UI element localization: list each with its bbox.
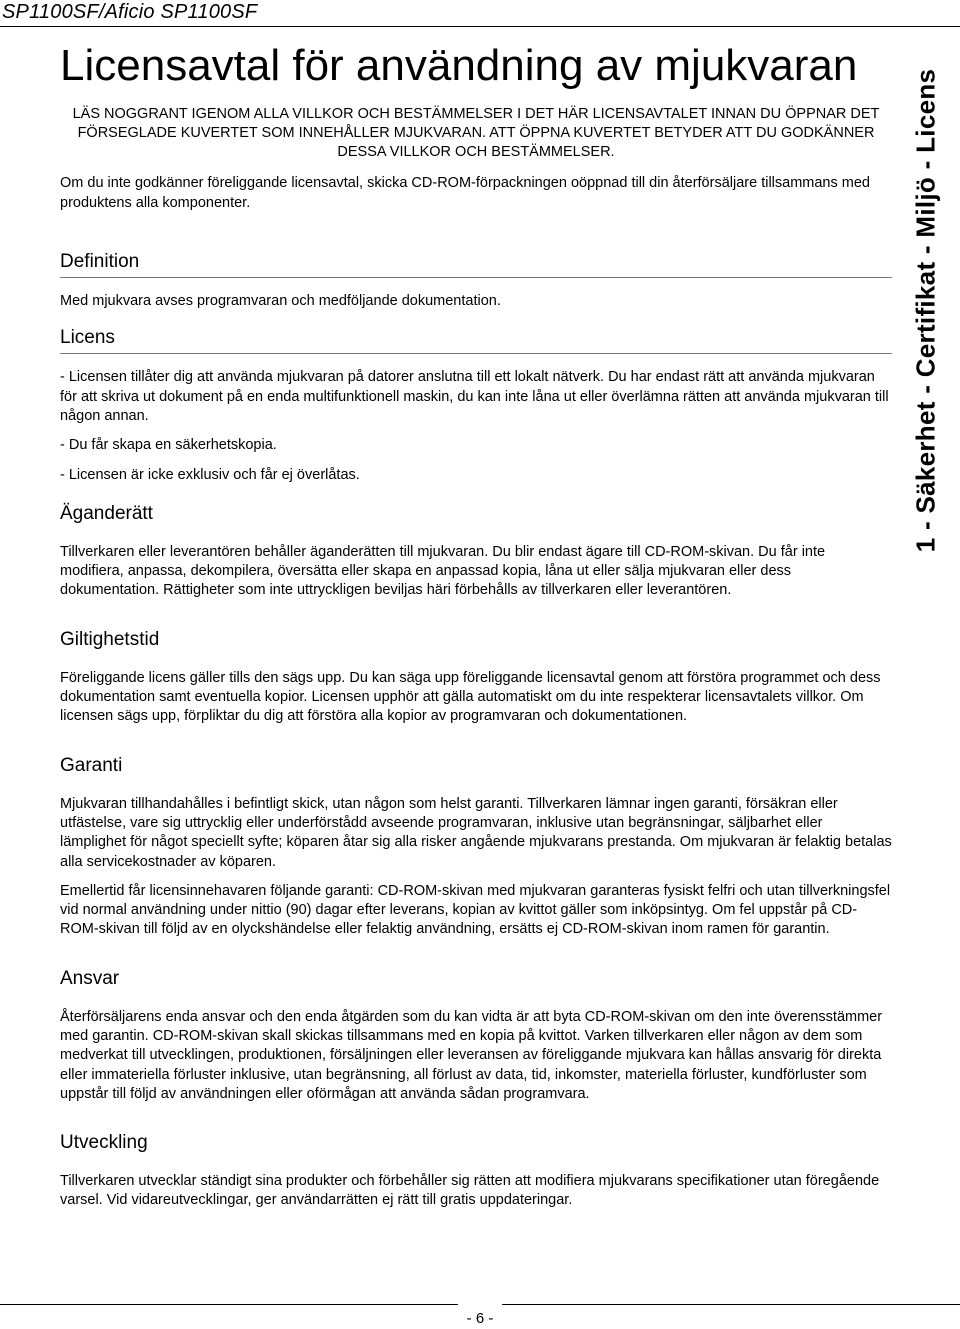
footer-rule-right (502, 1304, 960, 1305)
header-rule (0, 26, 960, 27)
garanti-text-1: Mjukvaran tillhandahålles i befintligt skick, utan någon som helst garanti. Tillverkaren lämnar ingen garanti, försäkran eller utfästelse, vare sig uttrycklig eller underförstådd avseende programvaran, inklusive utan begränsningar, säljbarhet eller lämplighet för något speciellt syfte; köparen åtar sig alla risker angående mjukvarans prestanda. Om mjukvaran är felaktig betalas alla servicekostnader av köparen. (60, 795, 892, 870)
intro-warning: LÄS NOGGRANT IGENOM ALLA VILLKOR OCH BESTÄMMELSER I DET HÄR LICENSAVTALET INNAN DU ÖPPNAR DET FÖRSEGLADE KUVERTET SOM INNEHÅLLER MJUKVARAN. ATT ÖPPNA KUVERTET BETYDER ATT DU GODKÄNNER DESSA VILLKOR OCH BESTÄMMELSER. (72, 106, 880, 161)
section-definition (60, 251, 892, 311)
garanti-text-2: Emellertid får licensinnehavaren följande garanti: CD-ROM-skivan med mjukvaran garanteras fysiskt felfri och utan tillverkningsfel vid normal användning under nittio (90) dagar efter leverans, kopian av kvittot gäller som inköpsintyg. Om fel uppstår på CD-ROM-skivan till följd av en olyckshändelse eller felaktig användning, ersätts ej CD-ROM-skivan inom ramen för garantin. (60, 882, 891, 938)
aganderatt-text: Tillverkaren eller leverantören behåller äganderätten till mjukvaran. Du blir endast ägare till CD-ROM-skivan. Du får inte modifiera, anpassa, dekompilera, översätta eller skapa en anpassad kopia, låna ut eller sälja mjukvaran eller dess dokumentation. Rättigheter som inte uttryckligen beviljas häri förbehålls av tillverkaren eller leverantören. (60, 543, 826, 599)
section-licens (60, 327, 892, 484)
page-number: - 6 - (466, 1310, 494, 1327)
section-garanti (60, 755, 892, 940)
section-utveckling (60, 1132, 892, 1211)
section-heading-garanti: Garanti (60, 754, 123, 776)
utveckling-text: Tillverkaren utvecklar ständigt sina produkter och förbehåller sig rätten att modifiera mjukvarans specifikationer utan föregående varsel. Vid vidareutvecklingar, ger användarrätten ej rätt till gratis uppdateringar. (60, 1173, 880, 1209)
section-heading-ansvar: Ansvar (60, 967, 120, 989)
section-heading-licens: Licens (60, 327, 892, 354)
section-heading-aganderatt: Äganderätt (60, 502, 153, 524)
side-chapter-label: 1 - Säkerhet - Certifikat - Miljö - Licens (910, 68, 941, 552)
giltighetstid-text: Föreliggande licens gäller tills den sägs upp. Du kan säga upp föreliggande licensavtal genom att förstöra programmet och dess dokumentation samt eventuella kopior. Licensen upphör att gälla automatiskt om du inte respekterar licensavtalets villkor. Om licensen sägs upp, förpliktar du dig att förstöra alla kopior av programvaran och dokumentationen. (60, 669, 881, 725)
page-content (60, 40, 892, 1221)
header-model-name: SP1100SF/Aficio SP1100SF (2, 1, 258, 23)
section-heading-definition: Definition (60, 251, 892, 278)
licens-text-2: - Du får skapa en säkerhetskopia. (60, 437, 277, 454)
section-aganderatt (60, 503, 892, 601)
section-giltighetstid (60, 629, 892, 727)
page-title: Licensavtal för användning av mjukvaran (60, 41, 858, 90)
intro-text: Om du inte godkänner föreliggande licensavtal, skicka CD-ROM-förpackningen oöppnad till din återförsäljare tillsammans med produktens alla komponenter. (60, 175, 870, 211)
licens-text-1: - Licensen tillåter dig att använda mjukvaran på datorer anslutna till ett lokalt nätverk. Du har endast rätt att använda mjukvaran för att skriva ut dokument på en enda multifunktionell maskin, du kan inte låna ut eller överlämna rätten att använda mjukvaran till någon annan. (60, 369, 889, 424)
section-heading-utveckling: Utveckling (60, 1132, 148, 1154)
licens-text-3: - Licensen är icke exklusiv och får ej överlåtas. (60, 466, 360, 483)
section-heading-giltighetstid: Giltighetstid (60, 628, 160, 650)
side-chapter-tab (898, 40, 954, 580)
section-ansvar (60, 968, 892, 1104)
footer-rule-left (0, 1304, 458, 1305)
ansvar-text: Återförsäljarens enda ansvar och den enda åtgärden som du kan vidta är att byta CD-ROM-skivan om den inte överensstämmer med garantin. CD-ROM-skivan skall skickas tillsammans med en kopia på kvittot. Varken tillverkaren eller någon av dem som medverkat till utvecklingen, produktionen, försäljningen eller leveransen av föreliggande mjukvara kan hållas ansvarig för direkta eller immateriella förluster inklusive, utan begränsning, all förlust av data, tid, inkomster, materiella förluster, kundförluster som uppstår till följd av användningen eller oförmågan att använda sådan programvara. (60, 1008, 883, 1102)
definition-text: Med mjukvara avses programvaran och medföljande dokumentation. (60, 293, 501, 310)
